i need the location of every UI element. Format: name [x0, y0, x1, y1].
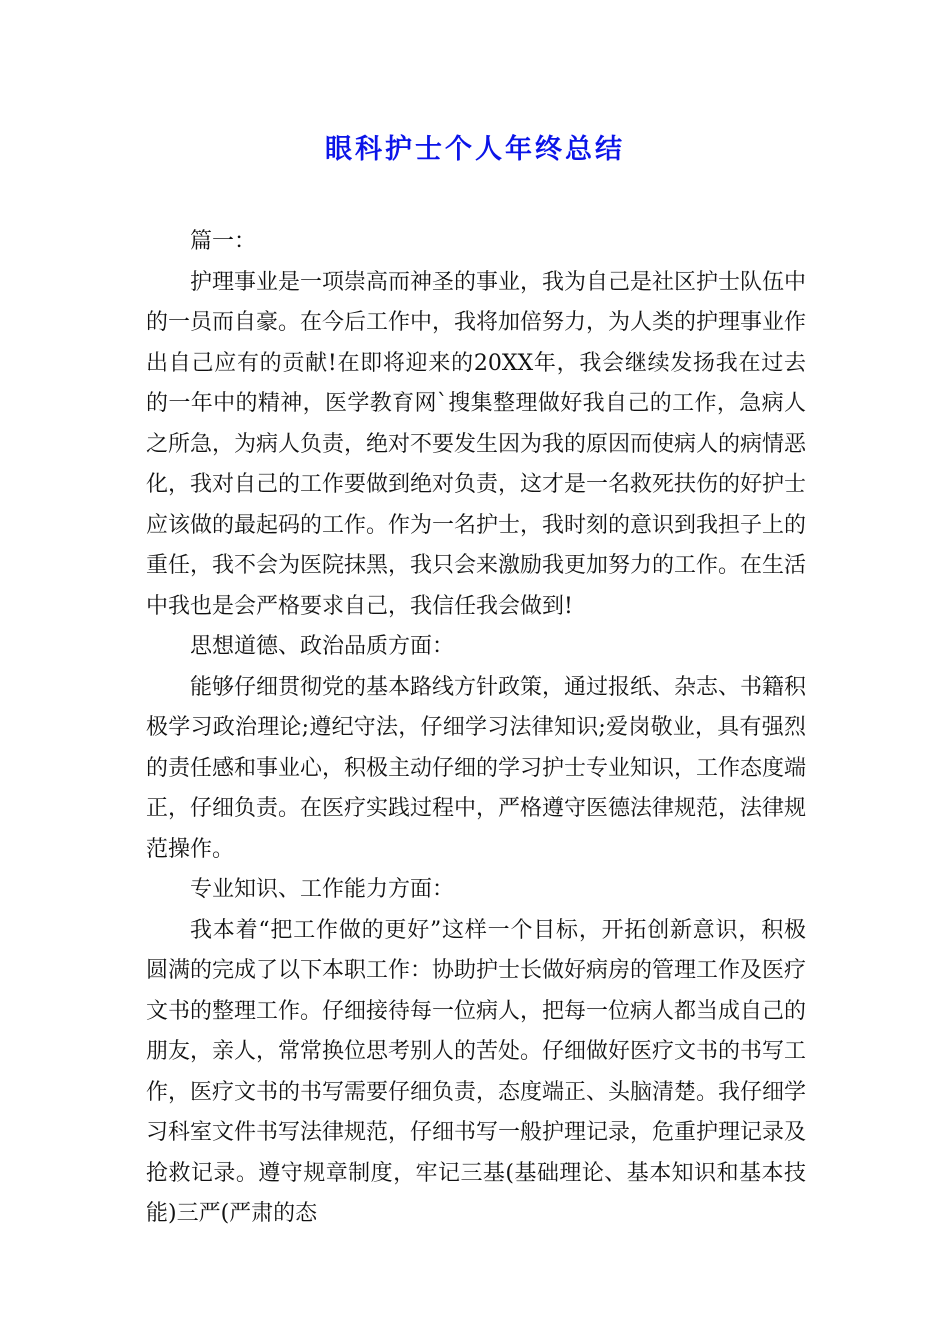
- paragraph-skills: 我本着“把工作做的更好”这样一个目标，开拓创新意识，积极圆满的完成了以下本职工作：协助护士长做好病房的管理工作及医疗文书的整理工作。仔细接待每一位病人，把每一位病人都当成自己的朋友，亲人，常常换位思考别人的苦处。仔细做好医疗文书的书写工作，医疗文书的书写需要仔细负责，态度端正、头脑清楚。我仔细学习科室文件书写法律规范，仔细书写一般护理记录，危重护理记录及抢救记录。遵守规章制度，牢记三基(基础理论、基本知识和基本技能)三严(严肃的态: [146, 917, 807, 1226]
- document-title: 眼科护士个人年终总结: [325, 134, 625, 165]
- paragraph-intro: 护理事业是一项崇高而神圣的事业，我为自己是社区护士队伍中的一员而自豪。在今后工作中，我将加倍努力，为人类的护理事业作出自己应有的贡献!在即将迎来的20XX年，我会继续发扬我在过去的一年中的精神，医学教育网`搜集整理做好我自己的工作，急病人之所急，为病人负责，绝对不要发生因为我的原因而使病人的病情恶化，我对自己的工作要做到绝对负责，这才是一名救死扶伤的好护士应该做的最起码的工作。作为一名护士，我时刻的意识到我担子上的重任，我不会为医院抹黑，我只会来激励我更加努力的工作。在生活中我也是会严格要求自己，我信任我会做到!: [146, 269, 807, 619]
- paragraph-heading-ethics: 思想道德、政治品质方面：: [190, 634, 455, 659]
- paragraph-section-heading: 篇一：: [190, 229, 257, 254]
- paragraph-heading-skills: 专业知识、工作能力方面：: [190, 877, 455, 902]
- paragraph-ethics: 能够仔细贯彻党的基本路线方针政策，通过报纸、杂志、书籍积极学习政治理论;遵纪守法，仔细学习法律知识;爱岗敬业，具有强烈的责任感和事业心，积极主动仔细的学习护士专业知识，工作态度端正，仔细负责。在医疗实践过程中，严格遵守医德法律规范，法律规范操作。: [146, 674, 807, 862]
- document-body: [146, 222, 806, 1235]
